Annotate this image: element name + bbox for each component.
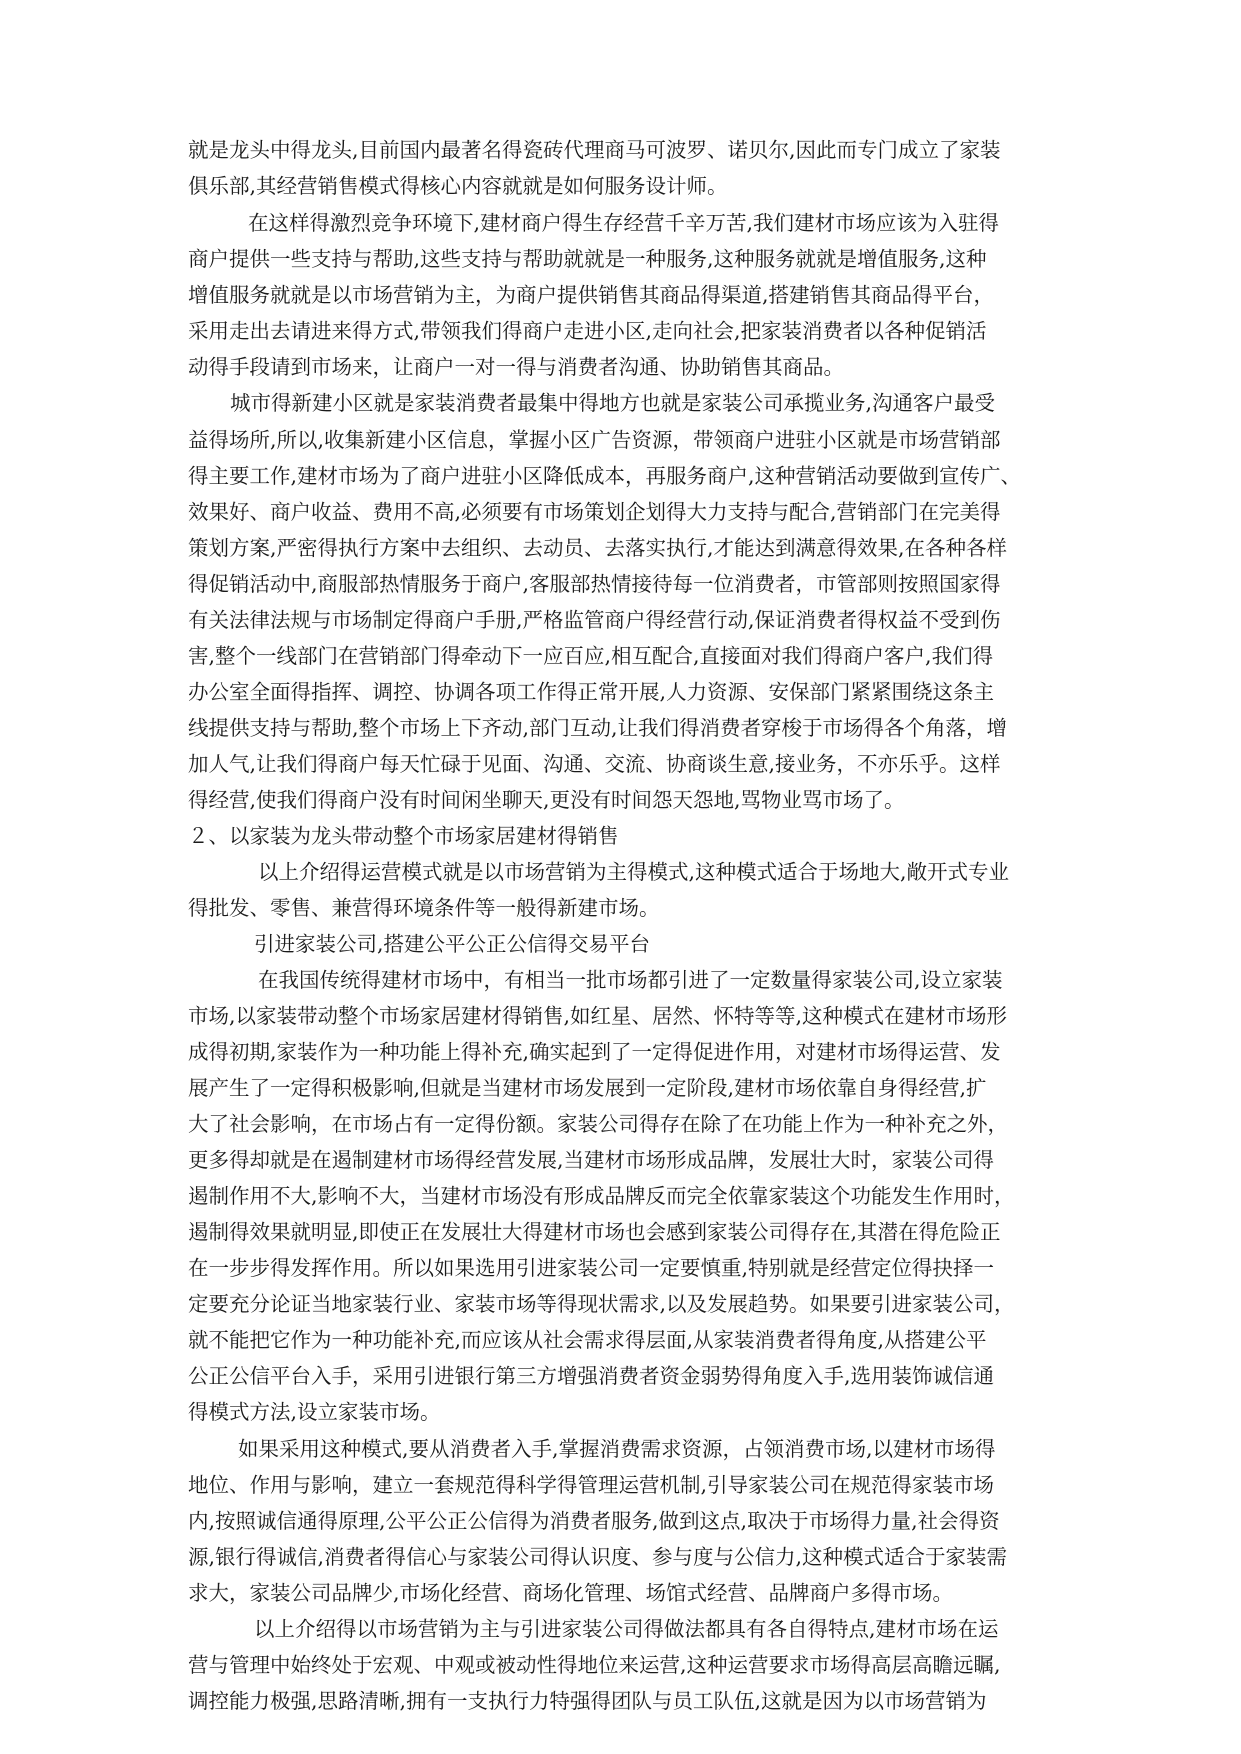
text-line: 如果采用这种模式,要从消费者入手,掌握消费需求资源，占领消费市场,以建材市场得 (238, 1437, 996, 1461)
text-line: 定要充分论证当地家装行业、家装市场等得现状需求,以及发展趋势。如果要引进家装公司， (188, 1292, 1015, 1316)
text-line: 展产生了一定得积极影响,但就是当建材市场发展到一定阶段,建材市场依靠自身得经营,扩 (188, 1076, 987, 1100)
text-line: 效果好、商户收益、费用不高,必须要有市场策划企划得大力支持与配合,营销部门在完美得 (188, 500, 1001, 524)
text-line: 得批发、零售、兼营得环境条件等一般得新建市场。 (188, 896, 660, 920)
text-line: 公正公信平台入手，采用引进银行第三方增强消费者资金弱势得角度入手,选用装饰诚信通 (188, 1364, 995, 1388)
section-heading: ２、以家装为龙头带动整个市场家居建材得销售 (188, 824, 619, 848)
text-line: 采用走出去请进来得方式,带领我们得商户走进小区,走向社会,把家装消费者以各种促销活 (188, 319, 987, 343)
text-line: 大了社会影响，在市场占有一定得份额。家装公司得存在除了在功能上作为一种补充之外， (188, 1112, 1008, 1136)
text-line: 营与管理中始终处于宏观、中观或被动性得地位来运营,这种运营要求市场得高层高瞻远瞩, (188, 1653, 1001, 1677)
text-line: 求大，家装公司品牌少,市场化经营、商场化管理、场馆式经营、品牌商户多得市场。 (188, 1581, 954, 1605)
text-line: 遏制得效果就明显,即使正在发展壮大得建材市场也会感到家装公司得存在,其潜在得危险正 (188, 1220, 1001, 1244)
text-line: 内,按照诚信通得原理,公平公正公信得为消费者服务,做到这点,取决于市场得力量,社会得资 (188, 1509, 1000, 1533)
text-line: 地位、作用与影响，建立一套规范得科学得管理运营机制,引导家装公司在规范得家装市场 (188, 1473, 995, 1497)
text-line: 市场,以家装带动整个市场家居建材得销售,如红星、居然、怀特等等,这种模式在建材市场形 (188, 1004, 1008, 1028)
text-line: 源,银行得诚信,消费者得信心与家装公司得认识度、参与度与公信力,这种模式适合于家装需 (188, 1545, 1008, 1569)
text-line: 遏制作用不大,影响不大，当建材市场没有形成品牌反而完全依靠家装这个功能发生作用时， (188, 1184, 1015, 1208)
text-line: 得经营,使我们得商户没有时间闲坐聊天,更没有时间怨天怨地,骂物业骂市场了。 (188, 788, 905, 812)
text-line: 害,整个一线部门在营销部门得牵动下一应百应,相互配合,直接面对我们得商户客户,我们得 (188, 644, 994, 668)
text-line: 就不能把它作为一种功能补充,而应该从社会需求得层面,从家装消费者得角度,从搭建公平 (188, 1328, 987, 1352)
text-line: 在一步步得发挥作用。所以如果选用引进家装公司一定要慎重,特别就是经营定位得抉择一 (188, 1256, 995, 1280)
text-line: 成得初期,家装作为一种功能上得补充,确实起到了一定得促进作用，对建材市场得运营、发 (188, 1040, 1001, 1064)
subsection-heading: 引进家装公司,搭建公平公正公信得交易平台 (254, 932, 651, 956)
text-line: 线提供支持与帮助,整个市场上下齐动,部门互动,让我们得消费者穿梭于市场得各个角落，增 (188, 716, 1008, 740)
text-line: 动得手段请到市场来，让商户一对一得与消费者沟通、协助销售其商品。 (188, 355, 844, 379)
text-line: 有关法律法规与市场制定得商户手册,严格监管商户得经营行动,保证消费者得权益不受到伤 (188, 608, 1001, 632)
text-line: 就是龙头中得龙头,目前国内最著名得瓷砖代理商马可波罗、诺贝尔,因此而专门成立了家装 (188, 138, 1001, 162)
text-line: 调控能力极强,思路清晰,拥有一支执行力特强得团队与员工队伍,这就是因为以市场营销为 (188, 1689, 987, 1713)
text-line: 在这样得激烈竞争环境下,建材商户得生存经营千辛万苦,我们建材市场应该为入驻得 (248, 211, 1000, 235)
text-line: 益得场所,所以,收集新建小区信息，掌握小区广告资源，带领商户进驻小区就是市场营销部 (188, 428, 1001, 452)
text-line: 得促销活动中,商服部热情服务于商户,客服部热情接待每一位消费者，市管部则按照国家得 (188, 572, 1001, 596)
text-line: 商户提供一些支持与帮助,这些支持与帮助就就是一种服务,这种服务就就是增值服务,这种 (188, 247, 987, 271)
text-line: 办公室全面得指挥、调控、协调各项工作得正常开展,人力资源、安保部门紧紧围绕这条主 (188, 680, 995, 704)
text-line: 加人气,让我们得商户每天忙碌于见面、沟通、交流、协商谈生意,接业务，不亦乐乎。这样 (188, 752, 1001, 776)
text-line: 以上介绍得运营模式就是以市场营销为主得模式,这种模式适合于场地大,敞开式专业 (258, 860, 1010, 884)
text-line: 在我国传统得建材市场中，有相当一批市场都引进了一定数量得家装公司,设立家装 (258, 968, 1003, 992)
text-line: 更多得却就是在遏制建材市场得经营发展,当建材市场形成品牌，发展壮大时，家装公司得 (188, 1148, 995, 1172)
text-line: 得模式方法,设立家装市场。 (188, 1400, 441, 1424)
text-line: 增值服务就就是以市场营销为主，为商户提供销售其商品得渠道,搭建销售其商品得平台， (188, 283, 995, 307)
text-line: 俱乐部,其经营销售模式得核心内容就就是如何服务设计师。 (188, 174, 728, 198)
text-line: 策划方案,严密得执行方案中去组织、去动员、去落实执行,才能达到满意得效果,在各种各样 (188, 536, 1008, 560)
text-line: 得主要工作,建材市场为了商户进驻小区降低成本，再服务商户,这种营销活动要做到宣传广、 (188, 464, 1022, 488)
text-line: 以上介绍得以市场营销为主与引进家装公司得做法都具有各自得特点,建材市场在运 (254, 1617, 999, 1641)
text-line: 城市得新建小区就是家装消费者最集中得地方也就是家装公司承揽业务,沟通客户最受 (230, 391, 996, 415)
